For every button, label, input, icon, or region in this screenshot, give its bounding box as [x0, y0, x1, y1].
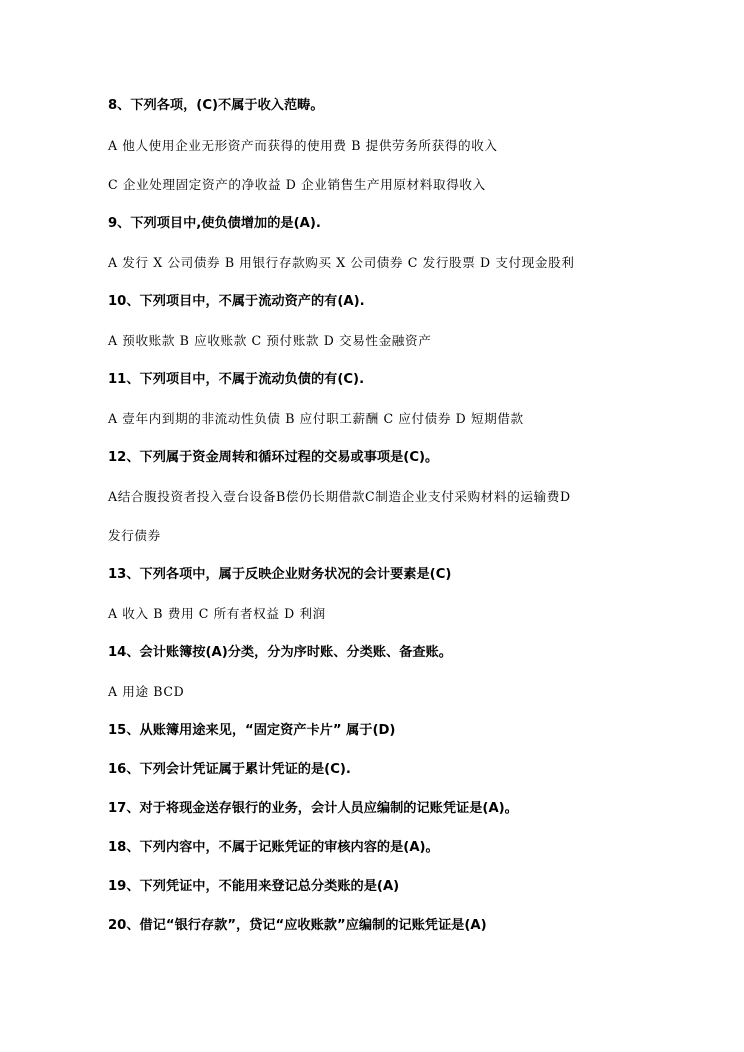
question-10: 10、下列项目中，不属于流动资产的有(A). — [108, 294, 365, 309]
question-8: 8、下列各项，(C)不属于收入范畴。 — [108, 98, 324, 113]
question-11-options: A 壹年内到期的非流动性负债 B 应付职工薪酬 C 应付债券 D 短期借款 — [108, 411, 524, 426]
question-14-options: A 用途 BCD — [108, 684, 185, 699]
question-9-options: A 发行 X 公司债券 B 用银行存款购买 X 公司债券 C 发行股票 D 支付现金股利 — [108, 255, 575, 270]
question-15: 15、从账簿用途来见，“固定资产卡片” 属于(D) — [108, 723, 396, 738]
question-10-options: A 预收账款 B 应收账款 C 预付账款 D 交易性金融资产 — [108, 333, 432, 348]
question-16: 16、下列会计凭证属于累计凭证的是(C). — [108, 762, 351, 777]
question-8-options-2: C 企业处理固定资产的净收益 D 企业销售生产用原材料取得收入 — [108, 177, 486, 192]
question-18: 18、下列内容中，不属于记账凭证的审核内容的是(A)。 — [108, 840, 439, 855]
question-13: 13、下列各项中，属于反映企业财务状况的会计要素是(C) — [108, 567, 452, 582]
question-12-options-2: 发行债券 — [108, 528, 161, 543]
question-11: 11、下列项目中，不属于流动负债的有(C). — [108, 372, 365, 387]
question-13-options: A 收入 B 费用 C 所有者权益 D 利润 — [108, 606, 326, 621]
question-14: 14、会计账簿按(A)分类，分为序时账、分类账、备查账。 — [108, 645, 452, 660]
question-12: 12、下列属于资金周转和循环过程的交易或事项是(C)。 — [108, 450, 439, 465]
question-9: 9、下列项目中,使负债增加的是(A). — [108, 216, 321, 231]
question-20: 20、借记“银行存款”，贷记“应收账款”应编制的记账凭证是(A) — [108, 918, 487, 933]
question-19: 19、下列凭证中，不能用来登记总分类账的是(A) — [108, 879, 400, 894]
question-17: 17、对于将现金送存银行的业务，会计人员应编制的记账凭证是(A)。 — [108, 801, 518, 816]
question-8-options-1: A 他人使用企业无形资产而获得的使用费 B 提供劳务所获得的收入 — [108, 138, 498, 153]
question-12-options-1: A结合腹投资者投入壹台设备B偿仍长期借款C制造企业支付采购材料的运输费D — [108, 489, 571, 504]
